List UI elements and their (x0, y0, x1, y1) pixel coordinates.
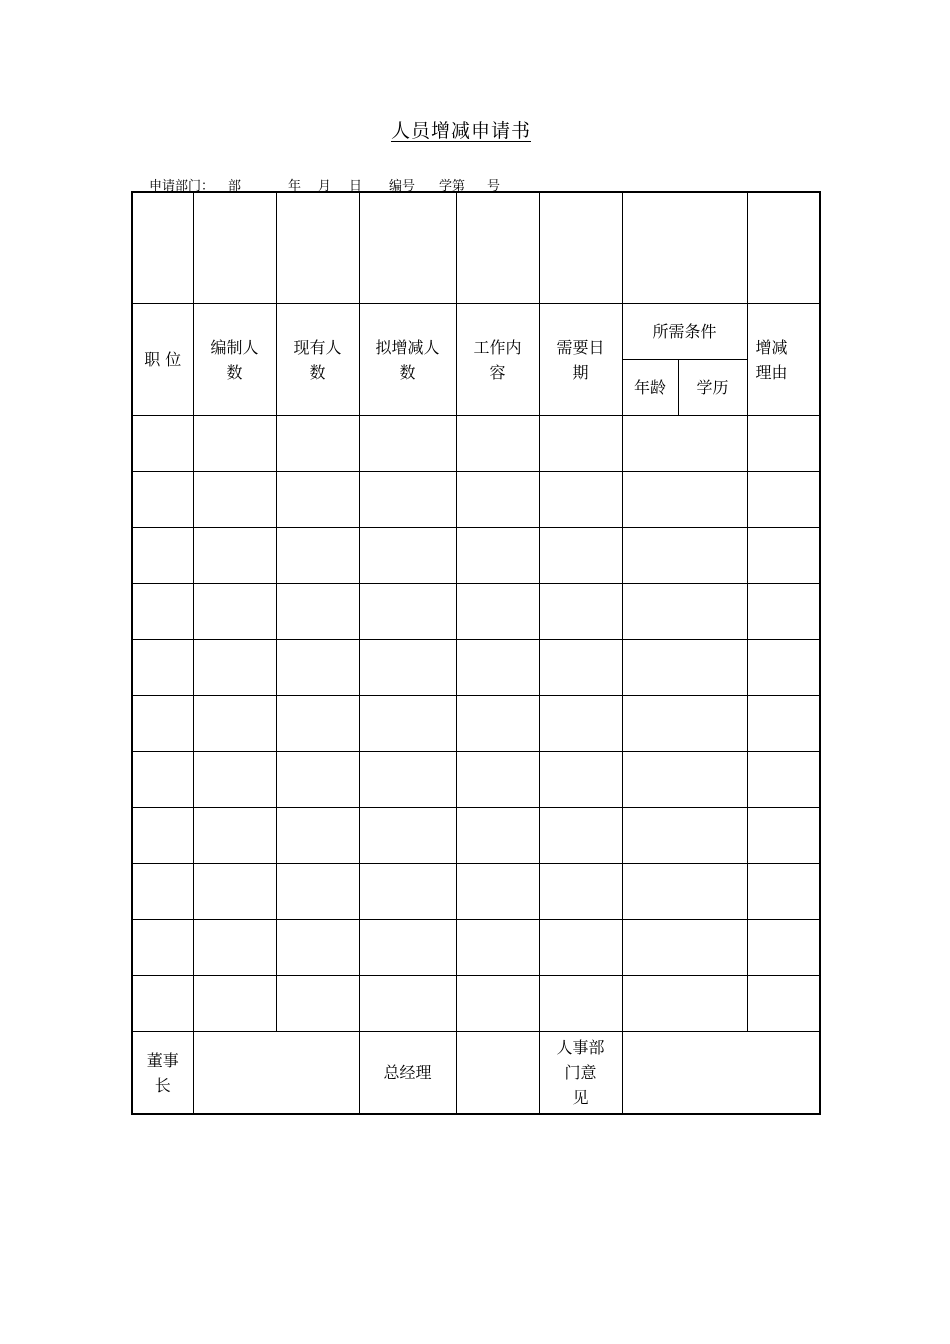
cell[interactable] (539, 976, 622, 1032)
blank-cell[interactable] (456, 192, 539, 304)
number-label: 编号 (389, 179, 416, 194)
cell[interactable] (193, 864, 276, 920)
header-date (539, 304, 622, 416)
cell[interactable] (747, 808, 820, 864)
table-row (132, 584, 820, 640)
table-row (132, 920, 820, 976)
cell[interactable] (456, 920, 539, 976)
cell[interactable] (276, 472, 359, 528)
cell[interactable] (747, 472, 820, 528)
header-planned (359, 304, 456, 416)
header-current-line1: 现有人 (293, 337, 342, 357)
year-label: 年 (288, 179, 302, 194)
cell[interactable] (359, 640, 456, 696)
table-row (132, 416, 820, 472)
cell[interactable] (193, 920, 276, 976)
cell[interactable] (747, 584, 820, 640)
cell[interactable] (276, 808, 359, 864)
header-reason (747, 304, 820, 416)
hr-line3: 见 (572, 1088, 589, 1107)
cell[interactable] (132, 472, 193, 528)
cell[interactable] (359, 752, 456, 808)
cell[interactable] (132, 640, 193, 696)
cell[interactable] (456, 752, 539, 808)
header-planned-line2: 数 (399, 362, 416, 382)
header-reason-line2: 理由 (755, 362, 788, 382)
cell[interactable] (193, 640, 276, 696)
cell[interactable] (193, 808, 276, 864)
table-row (132, 528, 820, 584)
cell[interactable] (456, 864, 539, 920)
cell[interactable] (276, 416, 359, 472)
cell[interactable] (193, 976, 276, 1032)
cell[interactable] (622, 808, 747, 864)
gm-signature-field[interactable] (456, 1032, 539, 1115)
blank-cell[interactable] (747, 192, 820, 304)
cell[interactable] (132, 696, 193, 752)
cell[interactable] (539, 808, 622, 864)
header-reason-line1: 增减 (755, 337, 788, 357)
cell[interactable] (359, 528, 456, 584)
cell[interactable] (747, 920, 820, 976)
day-label: 日 (349, 179, 363, 194)
cell[interactable] (456, 584, 539, 640)
header-staffing-line1: 编制人 (210, 337, 259, 357)
blank-cell[interactable] (622, 192, 747, 304)
cell[interactable] (539, 752, 622, 808)
cell[interactable] (132, 528, 193, 584)
header-work-line2: 容 (489, 362, 506, 382)
cell[interactable] (359, 864, 456, 920)
table-row (132, 696, 820, 752)
blank-cell[interactable] (539, 192, 622, 304)
cell[interactable] (622, 416, 747, 472)
cell[interactable] (193, 528, 276, 584)
table-row (132, 640, 820, 696)
header-work-line1: 工作内 (473, 337, 522, 357)
cell[interactable] (622, 472, 747, 528)
hr-line1: 人事部 (556, 1038, 605, 1057)
dept-value: 部 (228, 179, 242, 194)
cell[interactable] (132, 584, 193, 640)
cell[interactable] (456, 976, 539, 1032)
cell[interactable] (193, 472, 276, 528)
cell[interactable] (456, 472, 539, 528)
blank-cell[interactable] (132, 192, 193, 304)
cell[interactable] (747, 976, 820, 1032)
cell[interactable] (539, 472, 622, 528)
cell[interactable] (132, 864, 193, 920)
header-education: 学历 (678, 360, 747, 416)
hr-line2: 门意 (564, 1063, 597, 1082)
header-date-line1: 需要日 (556, 337, 605, 357)
header-staffing-line2: 数 (226, 362, 243, 382)
cell[interactable] (539, 920, 622, 976)
cell[interactable] (132, 920, 193, 976)
header-date-line2: 期 (572, 362, 589, 382)
blank-cell[interactable] (359, 192, 456, 304)
cell[interactable] (539, 696, 622, 752)
table-row (132, 976, 820, 1032)
month-label: 月 (318, 179, 332, 194)
cell[interactable] (622, 640, 747, 696)
header-conditions: 所需条件 (622, 304, 747, 360)
header-work (456, 304, 539, 416)
cell[interactable] (193, 584, 276, 640)
form-title (0, 116, 922, 143)
header-current (276, 304, 359, 416)
cell[interactable] (276, 584, 359, 640)
cell[interactable] (622, 976, 747, 1032)
table-row (132, 752, 820, 808)
cell[interactable] (747, 752, 820, 808)
chairman-signature-field[interactable] (193, 1032, 359, 1115)
cell[interactable] (539, 640, 622, 696)
cell[interactable] (276, 696, 359, 752)
cell[interactable] (132, 976, 193, 1032)
chairman-line1: 董事 (146, 1050, 179, 1070)
blank-cell[interactable] (193, 192, 276, 304)
cell[interactable] (539, 416, 622, 472)
form-meta-line (0, 175, 950, 194)
cell[interactable] (747, 864, 820, 920)
header-row (132, 304, 820, 360)
cell[interactable] (456, 696, 539, 752)
cell[interactable] (132, 808, 193, 864)
blank-cell[interactable] (276, 192, 359, 304)
cell[interactable] (359, 976, 456, 1032)
cell[interactable] (747, 696, 820, 752)
header-staffing (193, 304, 276, 416)
header-planned-line1: 拟增减人 (375, 337, 440, 357)
header-position (132, 304, 193, 416)
cell[interactable] (276, 640, 359, 696)
cell[interactable] (456, 416, 539, 472)
table-row (132, 472, 820, 528)
cell[interactable] (747, 416, 820, 472)
footer-gm-label: 总经理 (359, 1032, 456, 1115)
footer-hr-label (539, 1032, 622, 1115)
footer-row (132, 1032, 820, 1115)
cell[interactable] (359, 920, 456, 976)
form-title-text: 人员增减申请书 (390, 120, 531, 142)
cell[interactable] (622, 864, 747, 920)
cell[interactable] (622, 584, 747, 640)
cell[interactable] (539, 528, 622, 584)
cell[interactable] (359, 696, 456, 752)
cell[interactable] (456, 528, 539, 584)
cell[interactable] (359, 416, 456, 472)
header-current-line2: 数 (309, 362, 326, 382)
cell[interactable] (456, 808, 539, 864)
cell[interactable] (359, 472, 456, 528)
cell[interactable] (276, 752, 359, 808)
cell[interactable] (539, 864, 622, 920)
cell[interactable] (359, 808, 456, 864)
blank-top-row (132, 192, 820, 304)
cell[interactable] (622, 920, 747, 976)
cell[interactable] (359, 584, 456, 640)
cell[interactable] (539, 584, 622, 640)
cell[interactable] (456, 640, 539, 696)
dept-label: 申请部门： (149, 179, 215, 194)
cell[interactable] (747, 528, 820, 584)
cell[interactable] (193, 696, 276, 752)
cell[interactable] (622, 528, 747, 584)
cell[interactable] (276, 976, 359, 1032)
staffing-request-table (131, 191, 821, 1115)
table-row (132, 808, 820, 864)
cell[interactable] (193, 752, 276, 808)
cell[interactable] (622, 752, 747, 808)
cell[interactable] (276, 864, 359, 920)
hr-opinion-field[interactable] (622, 1032, 820, 1115)
cell[interactable] (193, 416, 276, 472)
cell[interactable] (747, 640, 820, 696)
table-row (132, 864, 820, 920)
footer-chairman-label (132, 1032, 193, 1115)
number-suffix: 号 (487, 179, 501, 194)
cell[interactable] (132, 752, 193, 808)
cell[interactable] (276, 920, 359, 976)
cell[interactable] (132, 416, 193, 472)
header-position-text: 职 位 (144, 350, 182, 369)
number-prefix: 学第 (439, 179, 466, 194)
chairman-line2: 长 (154, 1075, 171, 1095)
cell[interactable] (622, 696, 747, 752)
header-age: 年龄 (622, 360, 678, 416)
cell[interactable] (276, 528, 359, 584)
